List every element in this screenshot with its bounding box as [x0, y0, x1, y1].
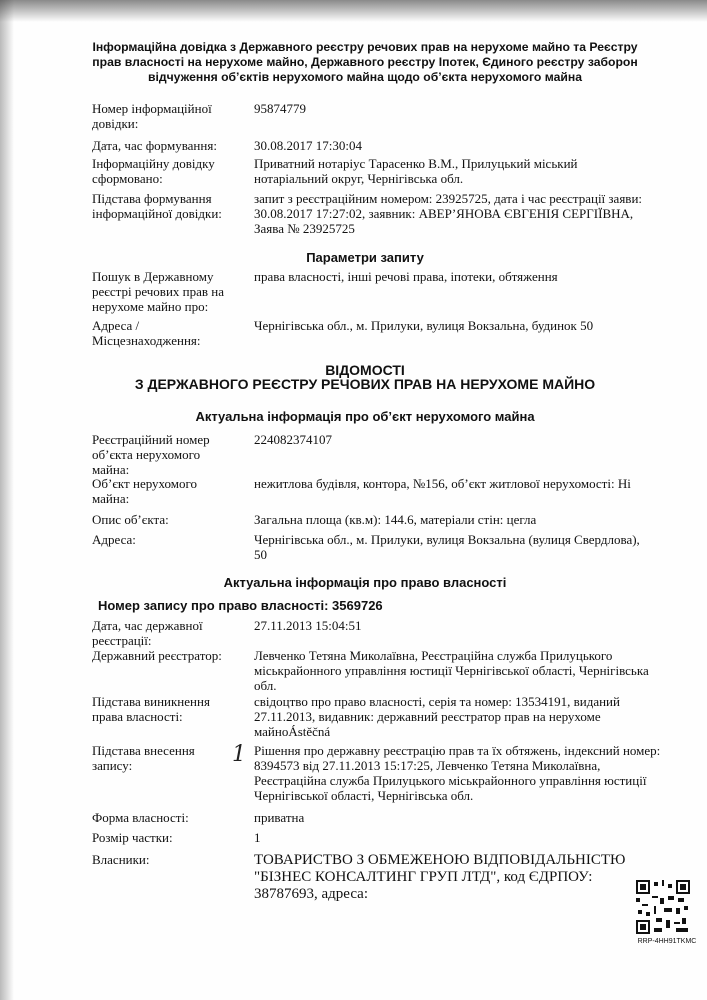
- header-line-2: прав власності на нерухоме майно, Державного реєстру Іпотек, Єдиного реєстру заборон: [92, 55, 638, 69]
- info-number-label: Номер інформаційної довідки:: [92, 101, 212, 131]
- handwritten-mark: 1: [232, 742, 246, 767]
- info-formed-label: Інформаційну довідку сформовано:: [92, 156, 215, 186]
- object-value: нежитлова будівля, контора, №156, об’єкт житлової нерухомості: Ні: [254, 476, 631, 491]
- owners-label: Власники:: [92, 852, 150, 867]
- header-line-1: Інформаційна довідка з Державного реєстру речових прав на нерухоме майно та Реєстру: [92, 40, 638, 54]
- qr-code-caption: RRP-4HH91TKMC: [637, 938, 697, 945]
- scan-shadow-top: [0, 0, 707, 22]
- addr-label: Адреса:: [92, 532, 136, 547]
- share-value: 1: [254, 830, 261, 845]
- header-line-3: відчуження об’єктів нерухомого майна щодо об’єкта нерухомого майна: [147, 70, 583, 84]
- ownership-section-title: Актуальна інформація про право власності: [223, 575, 507, 590]
- registry-title-1: ВІДОМОСТІ: [325, 362, 405, 378]
- query-title: Параметри запиту: [306, 250, 424, 265]
- document-header: [80, 40, 650, 85]
- addr-value: Чернігівська обл., м. Прилуки, вулиця Вокзальна (вулиця Свердлова), 50: [254, 532, 640, 562]
- object-section-title: Актуальна інформація про об’єкт нерухомого майна: [195, 409, 535, 424]
- qr-code-icon: [636, 880, 690, 934]
- registrar-value: Левченко Тетяна Миколаївна, Реєстраційна служба Прилуцького міськрайонного управління юстиції Чернігівської області, Чернігівська обл.: [254, 648, 649, 693]
- object-label: Об’єкт нерухомого майна:: [92, 476, 198, 506]
- query-search-label: Пошук в Державному реєстрі речових прав на нерухоме майно про:: [92, 269, 224, 314]
- ownership-record-number: Номер запису про право власності: 3569726: [98, 598, 383, 613]
- desc-label: Опис об’єкта:: [92, 512, 169, 527]
- desc-value: Загальна площа (кв.м): 144.6, матеріали стін: цегла: [254, 512, 537, 527]
- info-date-value: 30.08.2017 17:30:04: [254, 138, 362, 153]
- reg-num-value: 224082374107: [254, 432, 332, 447]
- registry-title-2: З ДЕРЖАВНОГО РЕЄСТРУ РЕЧОВИХ ПРАВ НА НЕРУХОМЕ МАЙНО: [134, 376, 596, 392]
- entry-value: Рішення про державну реєстрацію прав та їх обтяжень, індексний номер: 8394573 від 27.11.2013 15:17:25, Левченко Тетяна Миколаївна, Реєстраційна служба Прилуцького міськрайонного управління юстиції Чернігівської області, Чернігівська обл.: [254, 743, 661, 803]
- origin-value: свідоцтво про право власності, серія та номер: 13534191, виданий 27.11.2013, видавник: державний реєстратор прав на нерухоме майноÁstěčná: [254, 694, 620, 739]
- share-label: Розмір частки:: [92, 830, 173, 845]
- form-label: Форма власності:: [92, 810, 189, 825]
- origin-label: Підстава виникнення права власності:: [92, 694, 210, 724]
- info-date-label: Дата, час формування:: [92, 138, 217, 153]
- query-address-label: Адреса / Місцезнаходження:: [92, 318, 201, 348]
- query-address-value: Чернігівська обл., м. Прилуки, вулиця Вокзальна, будинок 50: [254, 318, 594, 333]
- owners-value: ТОВАРИСТВО З ОБМЕЖЕНОЮ ВІДПОВІДАЛЬНІСТЮ "БІЗНЕС КОНСАЛТИНГ ГРУП ЛТД", код ЄДРПОУ: 38787693, адреса:: [254, 852, 626, 902]
- info-basis-label: Підстава формування інформаційної довідки:: [92, 191, 222, 221]
- reg-num-label: Реєстраційний номер об’єкта нерухомого майна:: [92, 432, 210, 477]
- registrar-label: Державний реєстратор:: [92, 648, 222, 663]
- info-basis-value: запит з реєстраційним номером: 23925725, дата і час реєстрації заяви: 30.08.2017 17:27:02, заявник: АВЕР’ЯНОВА ЄВГЕНІЯ СЕРГІЇВНА, Заява № 23925725: [254, 191, 643, 236]
- info-formed-value: Приватний нотаріус Тарасенко В.М., Прилуцький міський нотаріальний округ, Чернігівська обл.: [254, 156, 578, 186]
- form-value: приватна: [254, 810, 305, 825]
- query-search-value: права власності, інші речові права, іпотеки, обтяження: [254, 269, 558, 284]
- scan-shadow-left: [0, 0, 14, 1000]
- entry-label: Підстава внесення запису:: [92, 743, 195, 773]
- info-number-value: 95874779: [254, 101, 306, 116]
- info-number-row: [92, 101, 662, 133]
- reg-date-label: Дата, час державної реєстрації:: [92, 618, 203, 648]
- reg-date-value: 27.11.2013 15:04:51: [254, 618, 362, 633]
